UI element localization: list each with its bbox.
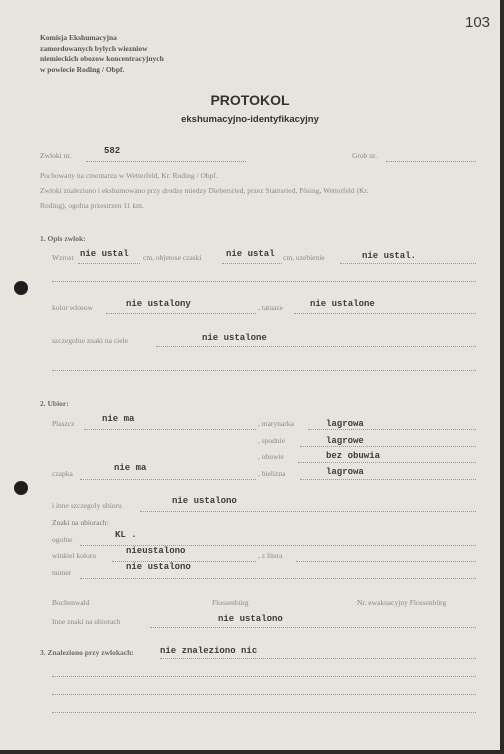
litera-label: , z litera: [258, 551, 283, 560]
document-subtitle: ekshumacyjno-identyfikacyjny: [181, 114, 319, 125]
znaki-na-ubiorach-heading: Znaki na ubiorach:: [52, 518, 109, 527]
header-line: zamordowanych bylych wiezniow: [40, 43, 148, 53]
bielizna-label: , bielizna: [258, 469, 286, 478]
section-1-heading: 1. Opis zwlok:: [40, 234, 86, 243]
section-3-heading: 3. Znaleziono przy zwlokach:: [40, 648, 134, 657]
grob-label: Grob nr.: [352, 151, 377, 160]
numer-line: [80, 578, 476, 579]
marynarka-label: , marynarka: [258, 419, 294, 428]
wlosy-value: nie ustalony: [126, 299, 191, 309]
spodnie-line: [300, 446, 476, 447]
blank-line: [52, 370, 476, 371]
czapka-label: czapka: [52, 469, 73, 478]
bielizna-value: lagrowa: [326, 467, 364, 477]
commission-header: [40, 33, 164, 75]
buchenwald-label: Buchenwald: [52, 598, 90, 607]
header-line: Komisja Ekshumacyjna: [40, 33, 117, 42]
obuwie-line: [298, 462, 476, 463]
scan-edge-right: [500, 0, 504, 754]
winkiel-label: winkiel koloru: [52, 551, 96, 560]
znaleziono-text-line2: Roding), ogolna przestrzen 11 km.: [40, 201, 144, 210]
wzrost-line: [78, 263, 140, 264]
bielizna-line: [300, 479, 476, 480]
czapka-line: [80, 479, 256, 480]
blank-line: [52, 281, 476, 282]
wzrost-label: Wzrost: [52, 253, 74, 262]
inne-znaki-label: Inne znaki na ubiorach: [52, 617, 121, 626]
ogolne-label: ogolne: [52, 535, 73, 544]
blank-line: [52, 712, 476, 713]
punch-hole-top: [14, 281, 28, 295]
numer-label: numer: [52, 568, 72, 577]
inne-znaki-value: nie ustalono: [218, 614, 283, 624]
znaki-na-ciele-label: szczegolne znaki na ciele: [52, 336, 128, 345]
zwloki-label: Zwloki nr.: [40, 151, 72, 160]
marynarka-line: [308, 429, 476, 430]
punch-hole-bottom: [14, 481, 28, 495]
wlosy-line: [106, 313, 256, 314]
wlosy-label: kolor wlosow: [52, 303, 94, 312]
spodnie-value: lagrowe: [326, 436, 364, 446]
blank-line: [52, 694, 476, 695]
grob-line: [386, 161, 476, 162]
section-2-heading: 2. Ubior:: [40, 399, 69, 408]
znaki-na-ciele-value: nie ustalone: [202, 333, 267, 343]
cm-label-1: cm, objetose czaski: [143, 253, 202, 262]
flossenburg-label: Flossenbürg: [212, 598, 249, 607]
page-number: 103: [465, 14, 491, 31]
section-3-value: nie znaleziono nic: [160, 646, 258, 656]
nr-ewakuacyjny-label: Nr. ewakuacyjny Flossenbürg: [357, 598, 447, 607]
tatuaze-value: nie ustalone: [310, 299, 375, 309]
plaszcz-label: Plaszcz: [52, 419, 75, 428]
inne-znaki-line: [150, 627, 476, 628]
pochowany-text: Pochowany na cmentarzu w Wetterfeld, Kr. Roding / Obpf.: [40, 171, 218, 180]
blank-line: [52, 676, 476, 677]
marynarka-value: lagrowa: [326, 419, 364, 429]
zwloki-value: 582: [104, 146, 121, 156]
zwloki-line: [86, 161, 246, 162]
header-line: niemieckich obozow koncentracyjnych: [40, 54, 164, 63]
plaszcz-line: [84, 429, 256, 430]
czaska-line: [222, 263, 282, 264]
obuwie-value: bez obuwia: [326, 451, 381, 461]
inne-szczegoly-line: [140, 511, 476, 512]
uzebienie-line: [340, 263, 476, 264]
wzrost-value: nie ustal: [80, 249, 129, 259]
plaszcz-value: nie ma: [102, 414, 135, 424]
uzebienie-value: nie ustal.: [362, 251, 417, 261]
numer-value: nie ustalono: [126, 562, 191, 572]
header-line: w powiecie Roding / Obpf.: [40, 64, 125, 74]
znaleziono-text-line1: Zwloki znaleziono i ekshumowano przy drodze miedzy Diebersried, przez Stamsried, Pösing, Wetterfeld (Kr.: [40, 186, 369, 195]
tatuaze-label: , tatuaze: [258, 303, 283, 312]
winkiel-value: nieustalono: [126, 546, 186, 556]
document-title: PROTOKOL: [210, 92, 290, 108]
inne-szczegoly-value: nie ustalono: [172, 496, 237, 506]
ogolne-value: KL .: [115, 530, 137, 540]
znaki-na-ciele-line: [156, 346, 476, 347]
litera-line: [296, 561, 476, 562]
tatuaze-line: [294, 313, 476, 314]
obuwie-label: , obuwie: [258, 452, 284, 461]
czapka-value: nie ma: [114, 463, 147, 473]
inne-szczegoly-label: i inne szczegoly ubioru: [52, 501, 122, 510]
cm-label-2: cm, uzebienie: [283, 253, 325, 262]
spodnie-label: , spodnie: [258, 436, 286, 445]
czaska-value: nie ustal: [226, 249, 275, 259]
section-3-line: [160, 658, 476, 659]
